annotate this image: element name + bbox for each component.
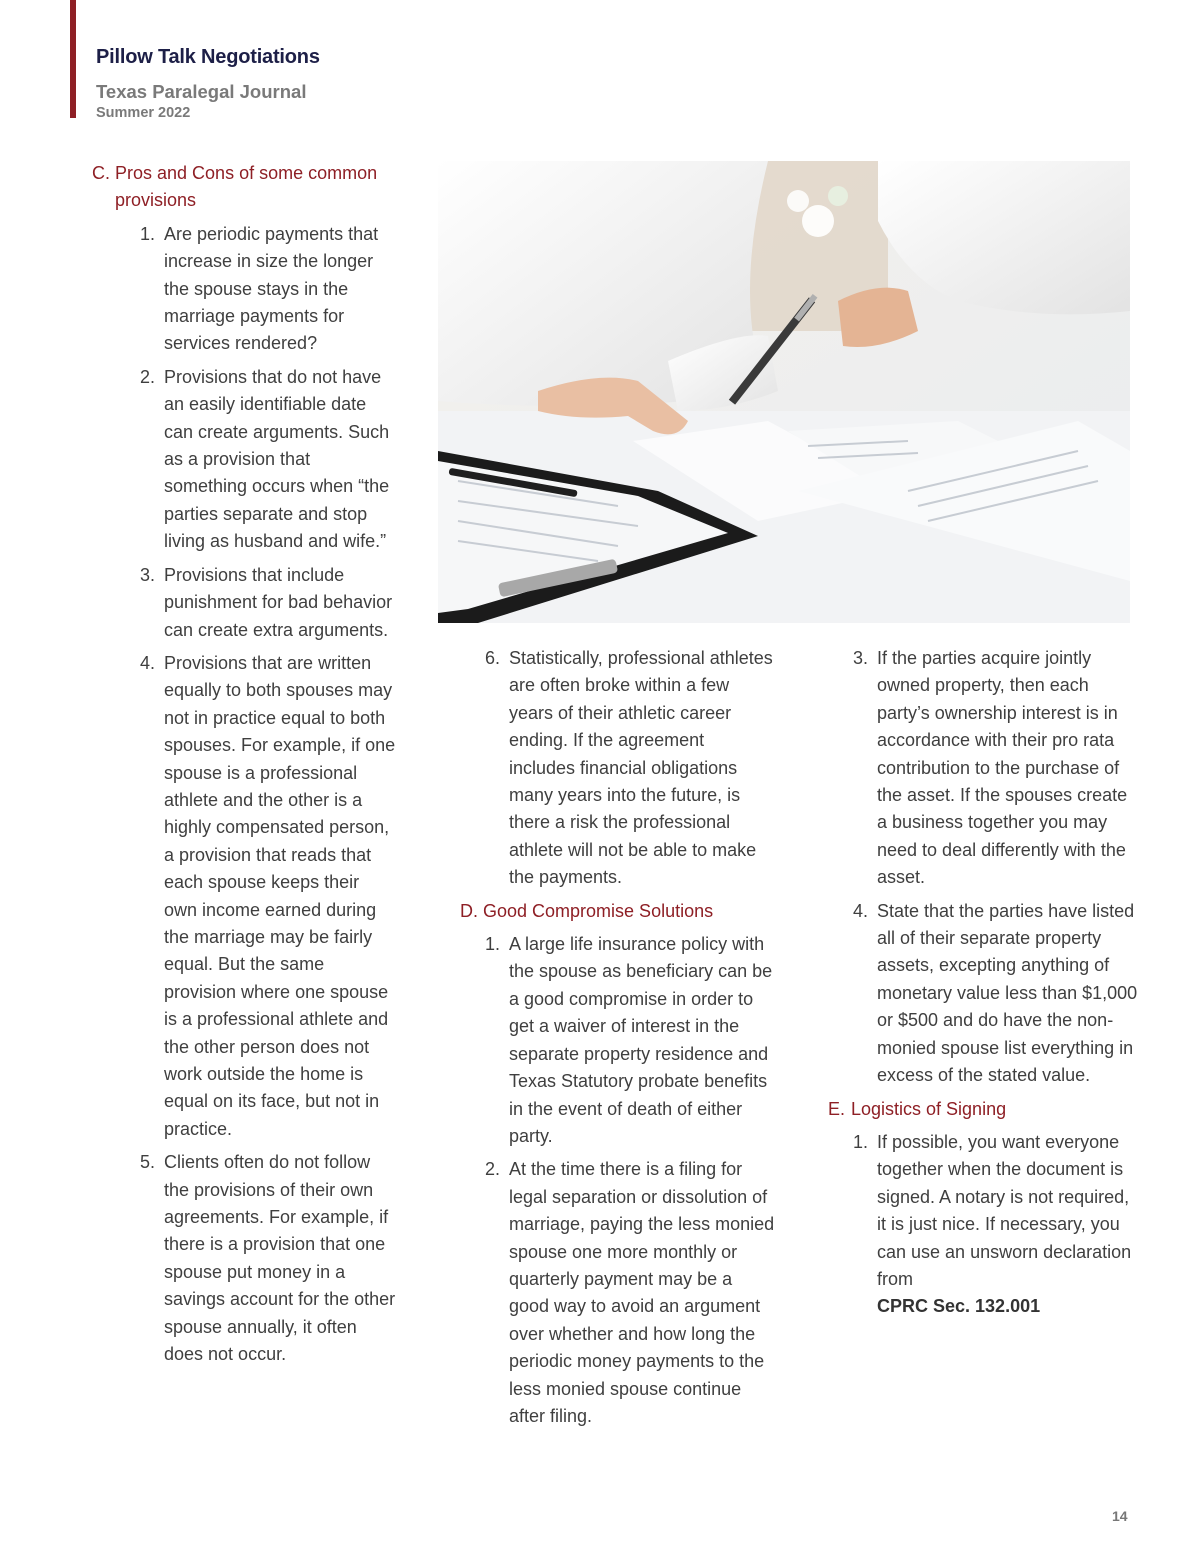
column-middle [460, 645, 775, 1436]
section-title: Pros and Cons of some common provisions [115, 163, 378, 211]
list-item-text: Provisions that are written equally to both spouses may not in practice equal to both spouses. For example, if one spouse is a professional athlete and the other is a highly compensated person, a provision that reads that each spouse keeps their own income earned during the marriage may be fairly equal. But the same provision where one spouse is a professional athlete and the other person does not work outside the home is equal on its face, but not in practice. [164, 652, 396, 1139]
article-title: Pillow Talk Negotiations [96, 46, 320, 68]
list-item: 3. If the parties acquire jointly owned property, then each party’s ownership interest is in accordance with their pro rata contribution to the purchase of the asset. If the spouses create a business together you may need to deal differently with the asset. [852, 648, 1128, 888]
header-accent-bar [70, 0, 76, 118]
list-item: 2. Provisions that do not have an easily identifiable date can create arguments. Such as a provision that something occurs when “the parties separate and stop living as husband and wife.” [139, 366, 390, 552]
section-label: D. [460, 900, 478, 921]
list-item: 2. At the time there is a filing for legal separation or dissolution of marriage, paying the less monied spouse one more monthly or quarterly payment may be a good way to avoid an argument over whether and how long the periodic money payments to the less monied spouse continue after filing. [484, 1159, 775, 1426]
list-item-text: A large life insurance policy with the spouse as beneficiary can be a good compromise in order to get a waiver of interest in the separate property residence and Texas Statutory probate benefits in the event of death of either party. [509, 934, 773, 1146]
list-item: 4. State that the parties have listed all of their separate property assets, excepting anything of monetary value less than $1,000 or $500 and do have the non-monied spouse list everything in excess of the stated value. [852, 900, 1138, 1086]
list-item-text: At the time there is a filing for legal separation or dissolution of marriage, paying the less monied spouse one more monthly or quarterly payment may be a good way to avoid an argument over whether and how long the periodic money payments to the less monied spouse continue after filing. [509, 1159, 775, 1426]
list-item: 4. Provisions that are written equally to both spouses may not in practice equal to both spouses. For example, if one spouse is a professional athlete and the other is a highly compensated person, a provision that reads that each spouse keeps their own income earned during the marriage may be fairly equal. But the same provision where one spouse is a professional athlete and the other person does not work outside the home is equal on its face, but not in practice. [139, 652, 396, 1139]
list-item-text: State that the parties have listed all of their separate property assets, excepting anything of monetary value less than $1,000 or $500 and do have the non-monied spouse list everything in excess of the stated value. [877, 900, 1138, 1086]
list-item-text: Statistically, professional athletes are often broke within a few years of their athletic career ending. If the agreement includes financial obligations many years into the future, is there a risk the professional athlete will not be able to make the payments. [509, 648, 773, 888]
section-heading-c [92, 160, 397, 215]
section-heading-e [828, 1096, 1138, 1123]
list-item: 1. If possible, you want everyone together when the document is signed. A notary is not required, it is just nice. If necessary, you can use an unsworn declaration from CPRC Sec. 132.001 [852, 1131, 1132, 1317]
issue-date: Summer 2022 [96, 105, 191, 121]
list-item: 5. Clients often do not follow the provisions of their own agreements. For example, if there is a provision that one spouse put money in a savings account for the other spouse annually, it often does not occur. [139, 1152, 396, 1365]
page-number: 14 [1112, 1508, 1128, 1524]
column-right [828, 645, 1138, 1327]
list-item: 6. Statistically, professional athletes are often broke within a few years of their athletic career ending. If the agreement includes financial obligations many years into the future, is there a risk the professional athlete will not be able to make the payments. [484, 648, 773, 888]
statute-citation: CPRC Sec. 132.001 [877, 1296, 1041, 1317]
list-item-text: If the parties acquire jointly owned property, then each party’s ownership interest is in accordance with their pro rata contribution to the purchase of the asset. If the spouses create a business together you may need to deal differently with the asset. [877, 648, 1128, 888]
list-item: 3. Provisions that include punishment for bad behavior can create extra arguments. [139, 564, 393, 640]
list-item-text: If possible, you want everyone together when the document is signed. A notary is not required, it is just nice. If necessary, you can use an unsworn declaration from [877, 1131, 1132, 1289]
section-heading-d [460, 898, 775, 925]
journal-name: Texas Paralegal Journal [96, 81, 307, 102]
section-label: C. [92, 163, 110, 183]
list-item-text: Provisions that include punishment for bad behavior can create extra arguments. [164, 564, 393, 640]
column-left [92, 160, 397, 1374]
list-item-text: Provisions that do not have an easily identifiable date can create arguments. Such as a provision that something occurs when “the parties separate and stop living as husband and wife.” [164, 366, 390, 552]
section-title: Good Compromise Solutions [483, 900, 714, 921]
photo-documents-pen-icon [438, 161, 1130, 623]
section-title: Logistics of Signing [851, 1098, 1007, 1119]
section-label: E. [828, 1098, 846, 1119]
list-item-text: Are periodic payments that increase in size the longer the spouse stays in the marriage payments for services rendered? [164, 223, 379, 354]
list-item-text: Clients often do not follow the provisions of their own agreements. For example, if there is a provision that one spouse put money in a savings account for the other spouse annually, it often does not occur. [164, 1152, 396, 1365]
list-item: 1. A large life insurance policy with the spouse as beneficiary can be a good compromise in order to get a waiver of interest in the separate property residence and Texas Statutory probate benefits in the event of death of either party. [484, 934, 773, 1146]
list-item: 1. Are periodic payments that increase in size the longer the spouse stays in the marriage payments for services rendered? [139, 223, 379, 354]
